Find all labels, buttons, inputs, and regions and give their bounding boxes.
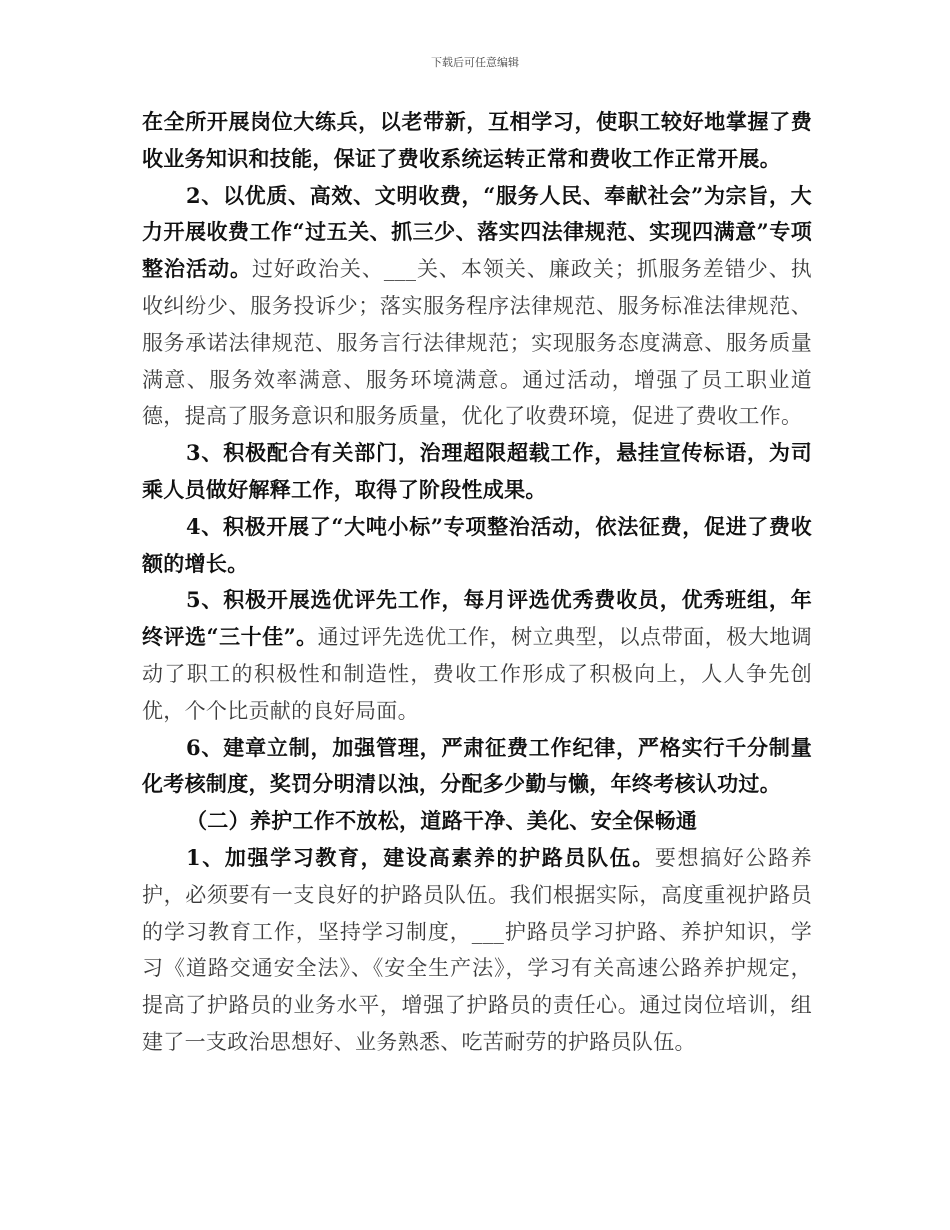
page-header: 下载后可任意编辑: [431, 56, 519, 69]
paragraph-item-5: [142, 582, 812, 729]
paragraph-bold-text: 6、建章立制，加强管理，严肃征费工作纪律，严格实行千分制量化考核制度，奖罚分明清以浊，分配多少勤与懒，年终考核认功过。: [142, 734, 812, 797]
paragraph-item-4: [142, 509, 812, 583]
paragraph-maintenance-1: [142, 840, 812, 1061]
paragraph-bold-text: 5、积极开展选优评先工作，每月评选优秀费收员，优秀班组，年终评选“三十佳”。: [142, 587, 812, 650]
paragraph-item-6: [142, 730, 812, 804]
paragraph-item-2: [142, 178, 812, 436]
section-heading: [142, 803, 812, 840]
document-body: [142, 104, 812, 1061]
paragraph-normal-text: 过好政治关、___关、本领关、廉政关；抓服务差错少、执收纠纷少、服务投诉少；落实服务程序法律规范、服务标准法律规范、服务承诺法律规范、服务言行法律规范；实现服务态度满意、服务质量满意、服务效率满意、服务环境满意。通过活动，增强了员工职业道德，提高了服务意识和服务质量，优化了收费环境，促进了费收工作。: [142, 257, 812, 429]
paragraph-bold-text: 1、加强学习教育，建设高素养的护路员队伍。: [186, 844, 655, 870]
paragraph-bold-text: 3、积极配合有关部门，治理超限超载工作，悬挂宣传标语，为司乘人员做好解释工作，取得了阶段性成果。: [142, 440, 812, 502]
paragraph-bold-text: 2、以优质、高效、文明收费，“服务人民、奉献社会”为宗旨，大力开展收费工作“过五关、抓三少、落实四法律规范、实现四满意”专项整治活动。: [142, 182, 812, 282]
section-heading-text: （二）养护工作不放松，道路干净、美化、安全保畅通: [186, 808, 698, 834]
paragraph-normal-text: 通过评先选优工作，树立典型，以点带面，极大地调动了职工的积极性和制造性，费收工作形成了积极向上，人人争先创优，个个比贡献的良好局面。: [142, 625, 812, 723]
paragraph-bold-text: 在全所开展岗位大练兵，以老带新，互相学习，使职工较好地掌握了费收业务知识和技能，保证了费收系统运转正常和费收工作正常开展。: [142, 109, 812, 171]
paragraph-bold-text: 4、积极开展了“大吨小标”专项整治活动，依法征费，促进了费收额的增长。: [142, 513, 812, 576]
paragraph-item-3: [142, 435, 812, 509]
paragraph-continuation: [142, 104, 812, 178]
paragraph-normal-text: 要想搞好公路养护，必须要有一支良好的护路员队伍。我们根据实际，高度重视护路员的学习教育工作，坚持学习制度，___护路员学习护路、养护知识，学习《道路交通安全法》、《安全生产法》，学习有关高速公路养护规定，提高了护路员的业务水平，增强了护路员的责任心。通过岗位培训，组建了一支政治思想好、业务熟悉、吃苦耐劳的护路员队伍。: [142, 845, 812, 1054]
